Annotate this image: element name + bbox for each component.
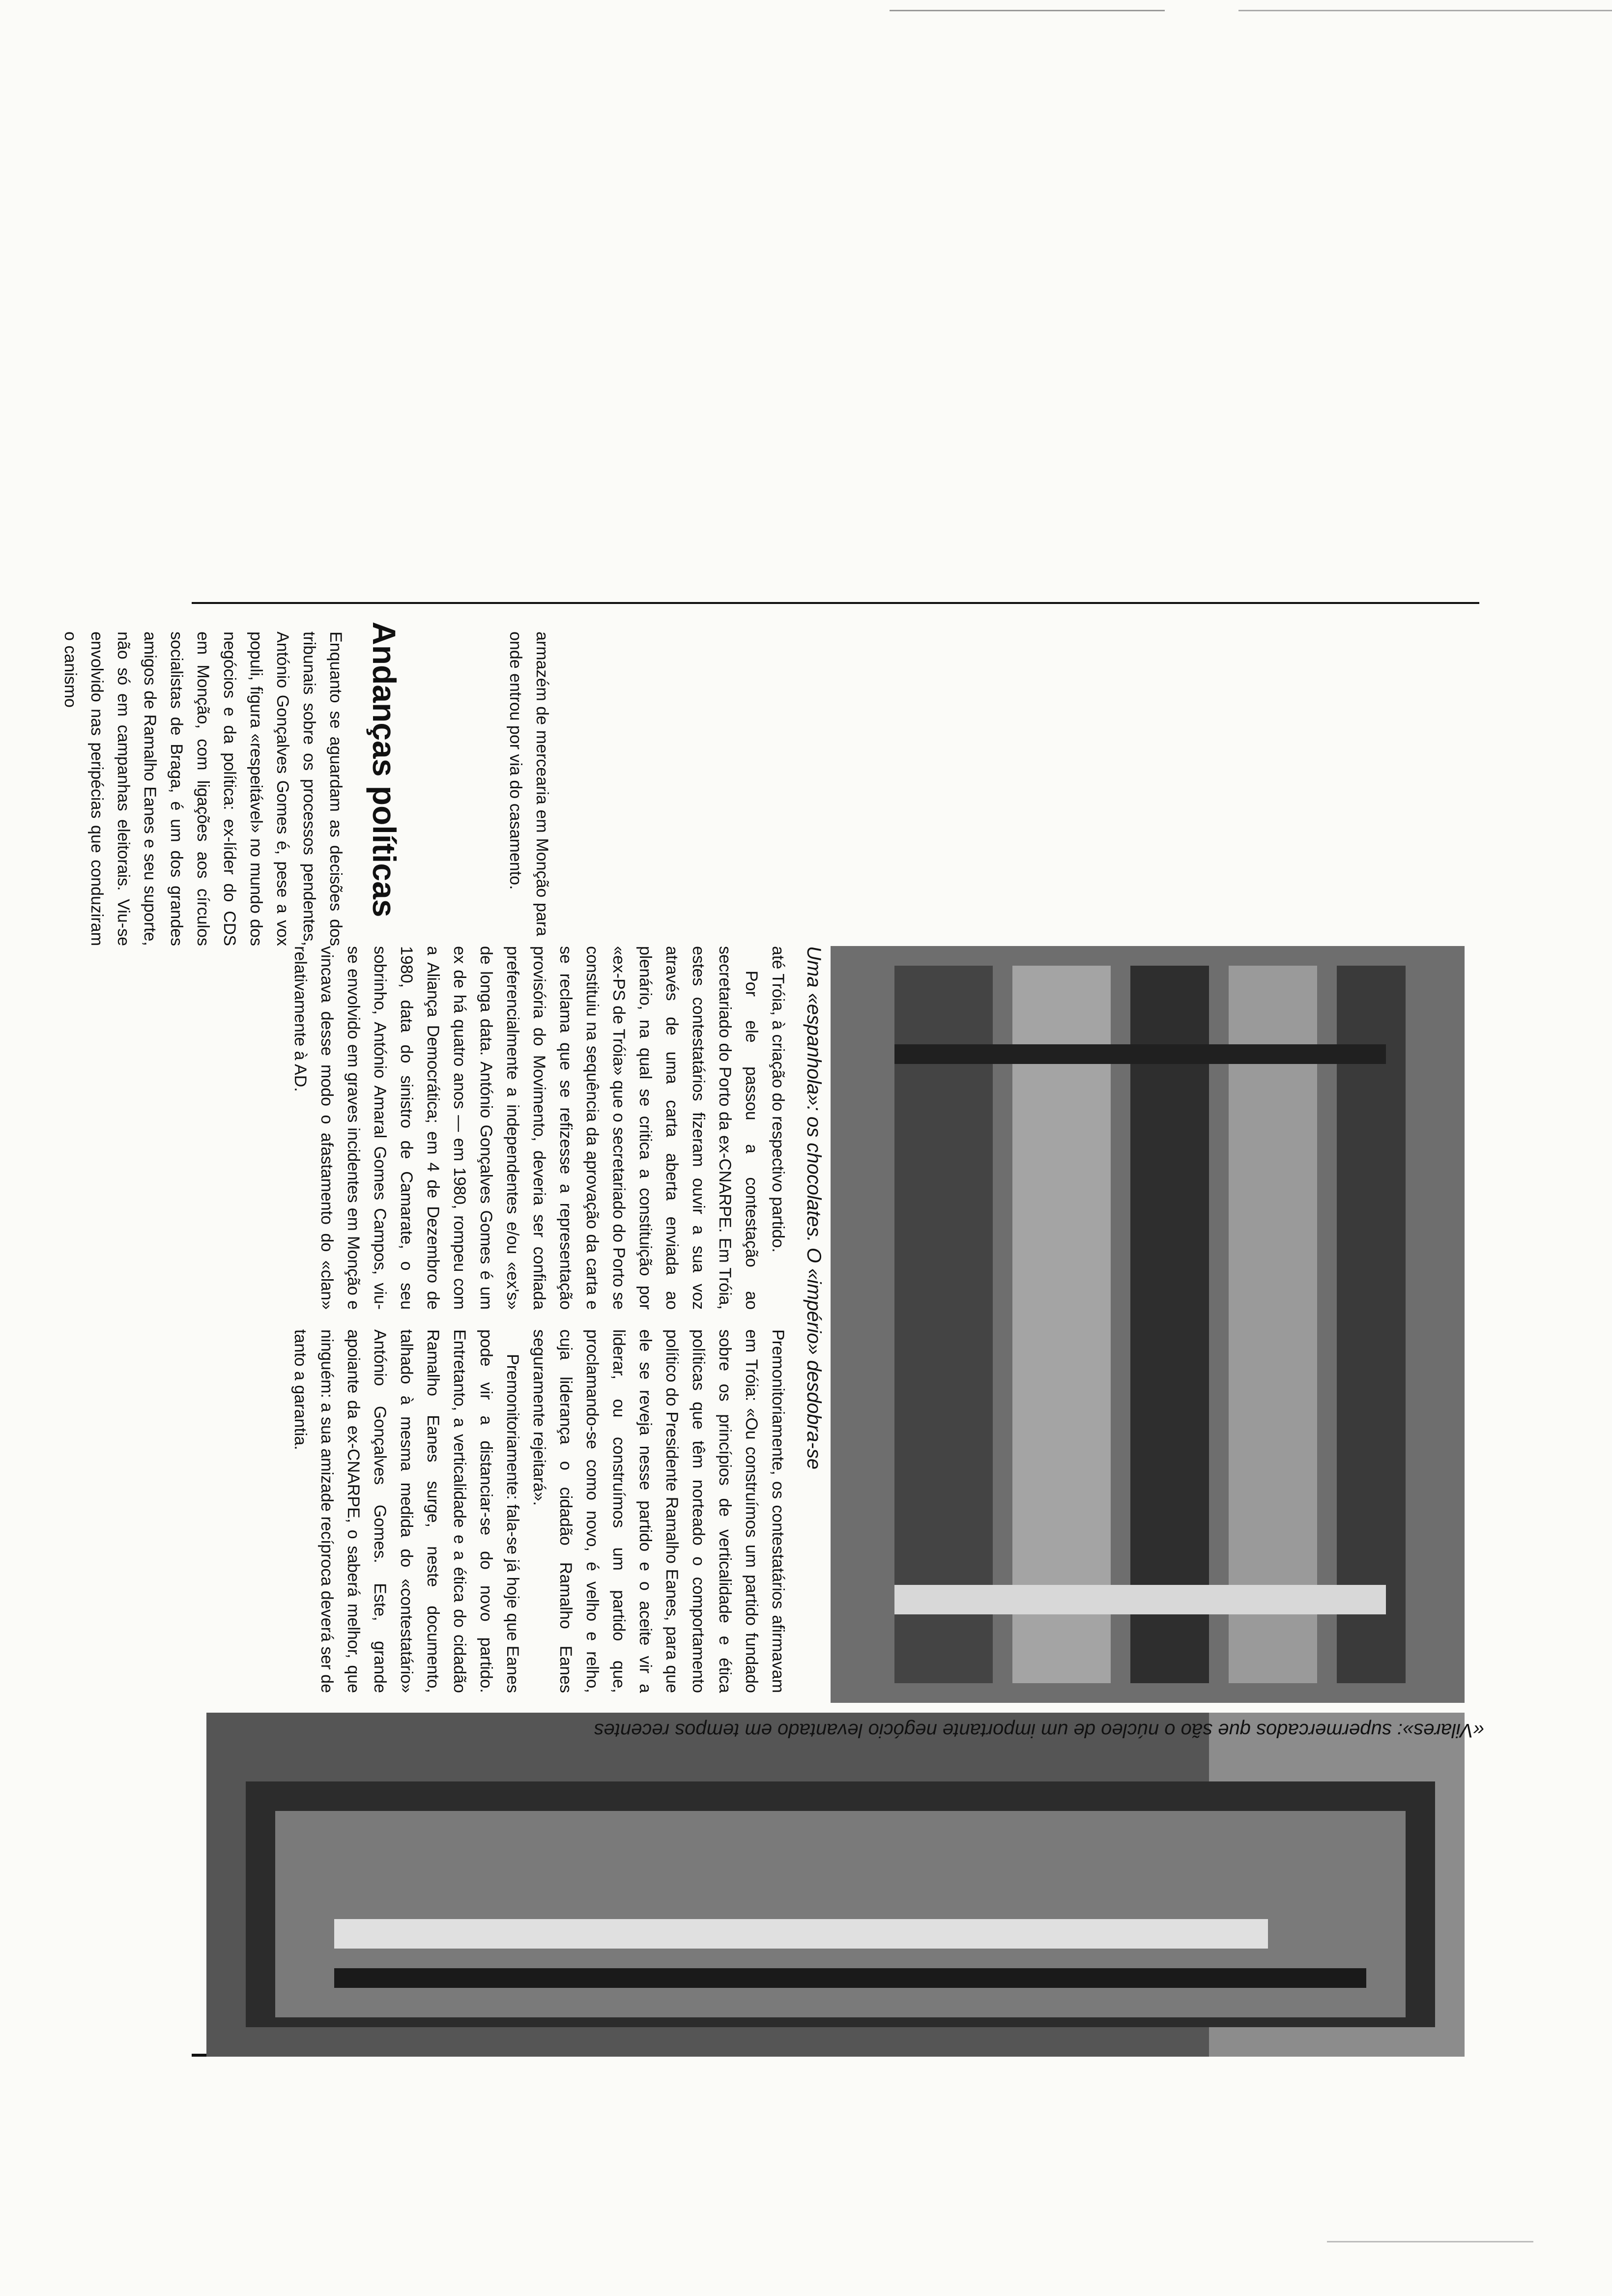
- column-3-paragraph-1: Premonitoriamente, os contestatários afirmavam em Tróia: «Ou construímos um partido fundado sobre os princípios de verticalidade e ética políticas que têm norteado o comportamento político do Presidente Ramalho Eanes, para que ele se reveja nesse partido e o aceite vir a liderar, ou construímos um partido que, proclamando-se como novo, é velho e relho, cuja liderança o cidadão Ramalho Eanes seguramente rejeitará».: [530, 1329, 787, 1693]
- section-heading: Andanças políticas: [366, 622, 403, 918]
- column-2-paragraph-2: Por ele passou a contestação ao secretariado do Porto da ex-CNARPE. Em Tróia, estes contestatários fizeram ouvir a sua voz através de uma carta aberta enviada ao plenário, na qual se critica a constituição por «ex-PS de Tróia» que o secretariado do Porto se constituiu na sequência da aprovação da carta e se reclama que se refizesse a representação provisória do Movimento, deveria ser confiada preferencialmente a independentes e/ou «ex's» de longa data. António Gonçalves Gomes é um ex de há quatro anos — em 1980, rompeu com a Aliança Democrática; em 4 de Dezembro de 1980, data do sinistro de Camarate, o seu sobrinho, António Amaral Gomes Campos, viu-se envolvido em graves incidentes em Monção e vincava desse modo o afastamento do «clan» relativamente à AD.: [291, 946, 761, 1310]
- photo-chocolates: [831, 946, 1465, 1703]
- newspaper-clipping: [61, 602, 1484, 2057]
- scan-mark: [1327, 2241, 1533, 2242]
- intro-fragment: armazém de mercearia em Monção para onde entrou por via do casamento.: [506, 631, 551, 936]
- caption-chocolates: Uma «espanhola»: os chocolates. O «império» desdobra-se: [803, 946, 825, 1470]
- scan-mark: [890, 10, 1165, 11]
- photo-supermarket: [206, 1713, 1465, 2057]
- photo-supermarket-image: [206, 1713, 1465, 2057]
- intro-column: [502, 631, 555, 936]
- column-3-paragraph-2: Premonitoriamente: fala-se já hoje que Eanes pode vir a distanciar-se do novo partido. Entretanto, a verticalidade e a ética do cidadão Ramalho Eanes surge, neste documento, talhado à mesma medida do «contestatário» António Gonçalves Gomes. Este, grande apoiante da ex-CNARPE, o saberá melhor, que ninguém: a sua amizade recíproca deverá ser de tanto a garantia.: [291, 1329, 522, 1693]
- top-rule: [192, 602, 1479, 604]
- photo-chocolates-image: [831, 946, 1465, 1703]
- caption-supermarket: «Vilares»: supermercados que são o núcleo de um importante negócio levantado em tempos recentes: [594, 1720, 1484, 1741]
- column-2-paragraph-1: até Tróia, à criação do respectivo partido.: [769, 946, 787, 1253]
- scan-mark: [1238, 10, 1612, 11]
- text-column-1: [61, 631, 349, 946]
- text-column-2: [202, 946, 791, 1310]
- text-column-3: [202, 1329, 791, 1693]
- column-1-paragraph: Enquanto se aguardam as decisões dos tribunais sobre os processos pendentes, António Gonçalves Gomes é, pese a vox populi, figura «respeitável» no mundo dos negócios e da política: ex-líder do CDS em Monção, com ligações aos círculos socialistas de Braga, é um dos grandes amigos de Ramalho Eanes e seu suporte, não só em campanhas eleitorais. Viu-se envolvido nas peripécias que conduziram o canismo: [61, 631, 345, 946]
